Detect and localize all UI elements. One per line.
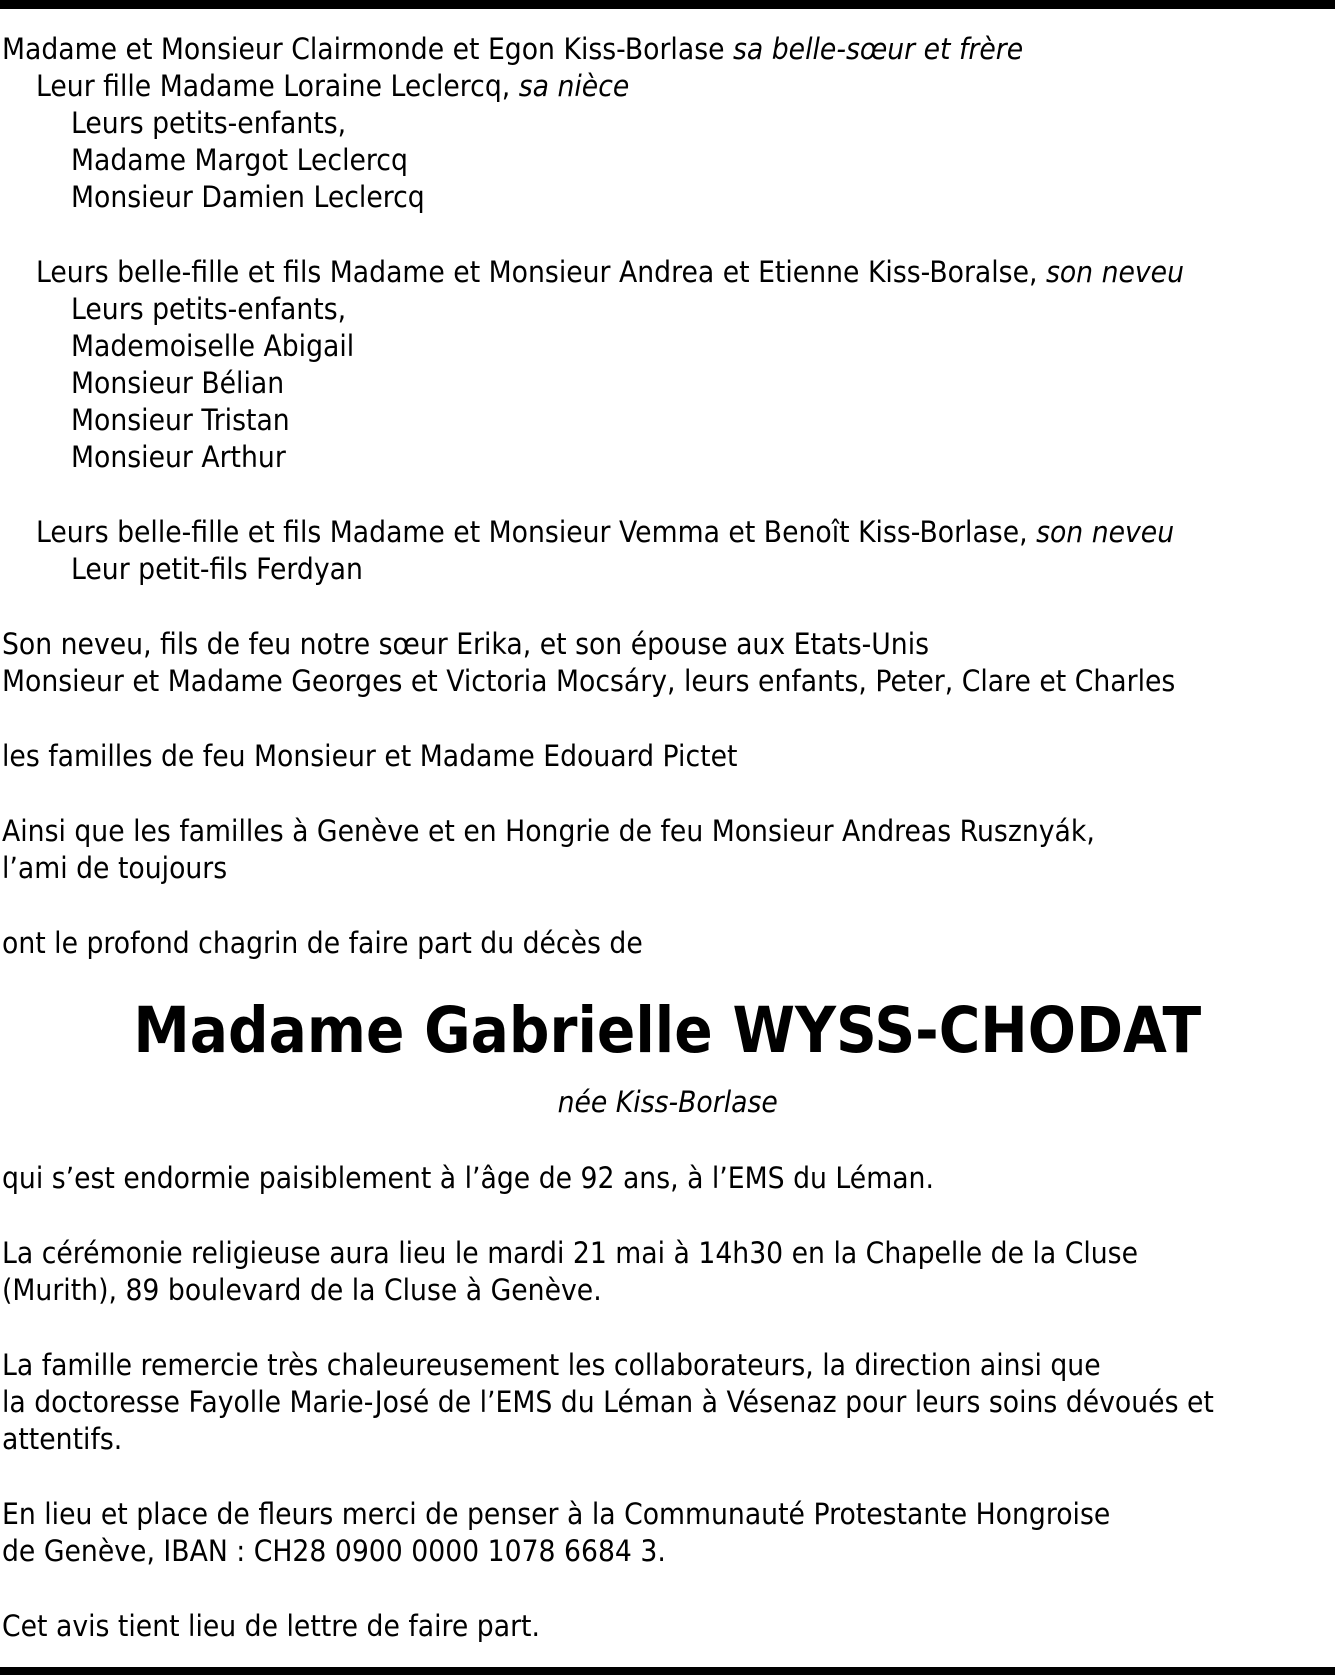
family-line: Son neveu, fils de feu notre sœur Erika, et son épouse aux Etats-Unis — [2, 627, 930, 661]
ceremony-text: La cérémonie religieuse aura lieu le mardi 21 mai à 14h30 en la Chapelle de la Cluse — [2, 1236, 1138, 1270]
relation-label: sa belle-sœur et frère — [732, 32, 1024, 66]
maiden-name-text: née Kiss-Borlase — [557, 1085, 778, 1119]
relative-name: Madame et Monsieur Clairmonde et Egon Kiss-Borlase — [2, 32, 733, 66]
relation-label: son neveu — [1045, 255, 1185, 289]
death-notice-text: qui s’est endormie paisiblement à l’âge de 92 ans, à l’EMS du Léman. — [2, 1161, 934, 1195]
donation-text: de Genève, IBAN : CH28 0900 0000 1078 6684 3. — [2, 1534, 666, 1568]
family-line: Madame Margot Leclercq — [71, 143, 408, 177]
family-line: Mademoiselle Abigail — [71, 329, 355, 363]
relation-label: son neveu — [1036, 515, 1175, 549]
family-line: Monsieur Bélian — [71, 366, 285, 400]
thanks-text: attentifs. — [2, 1422, 123, 1456]
deceased-name-text: Madame Gabrielle WYSS-CHODAT — [133, 994, 1202, 1067]
family-line: Leur petit-fils Ferdyan — [71, 552, 363, 586]
family-line — [36, 254, 1184, 290]
family-line: Leurs petits-enfants, — [71, 106, 347, 140]
family-line: les familles de feu Monsieur et Madame Edouard Pictet — [2, 739, 738, 773]
thanks-text: la doctoresse Fayolle Marie-José de l’EMS du Léman à Vésenaz pour leurs soins dévoués et — [2, 1385, 1214, 1419]
relative-name: Leur fille Madame Loraine Leclercq, — [36, 69, 519, 103]
family-line — [36, 514, 1174, 550]
family-line: l’ami de toujours — [2, 851, 228, 885]
family-line: Monsieur et Madame Georges et Victoria Mocsáry, leurs enfants, Peter, Clare et Charles — [2, 664, 1176, 698]
family-line: Monsieur Damien Leclercq — [71, 180, 425, 214]
ceremony-text: (Murith), 89 boulevard de la Cluse à Genève. — [2, 1273, 602, 1307]
announcement-text: ont le profond chagrin de faire part du décès de — [2, 926, 643, 960]
maiden-name — [0, 1084, 1335, 1120]
family-line: Ainsi que les familles à Genève et en Hongrie de feu Monsieur Andreas Rusznyák, — [2, 814, 1095, 848]
family-line — [36, 68, 629, 104]
relative-name: Leurs belle-fille et fils Madame et Monsieur Vemma et Benoît Kiss-Borlase, — [36, 515, 1037, 549]
bottom-rule — [0, 1667, 1335, 1675]
top-rule — [0, 0, 1335, 9]
thanks-text: La famille remercie très chaleureusement les collaborateurs, la direction ainsi que — [2, 1348, 1101, 1382]
family-line: Monsieur Tristan — [71, 403, 290, 437]
family-line: Monsieur Arthur — [71, 440, 286, 474]
donation-text: En lieu et place de fleurs merci de penser à la Communauté Protestante Hongroise — [2, 1497, 1111, 1531]
closing-text: Cet avis tient lieu de lettre de faire part. — [2, 1609, 541, 1643]
deceased-name — [0, 993, 1335, 1069]
relation-label: sa nièce — [518, 69, 630, 103]
relative-name: Leurs belle-fille et fils Madame et Monsieur Andrea et Etienne Kiss-Boralse, — [36, 255, 1046, 289]
family-line: Leurs petits-enfants, — [71, 292, 347, 326]
family-line — [2, 31, 1023, 67]
